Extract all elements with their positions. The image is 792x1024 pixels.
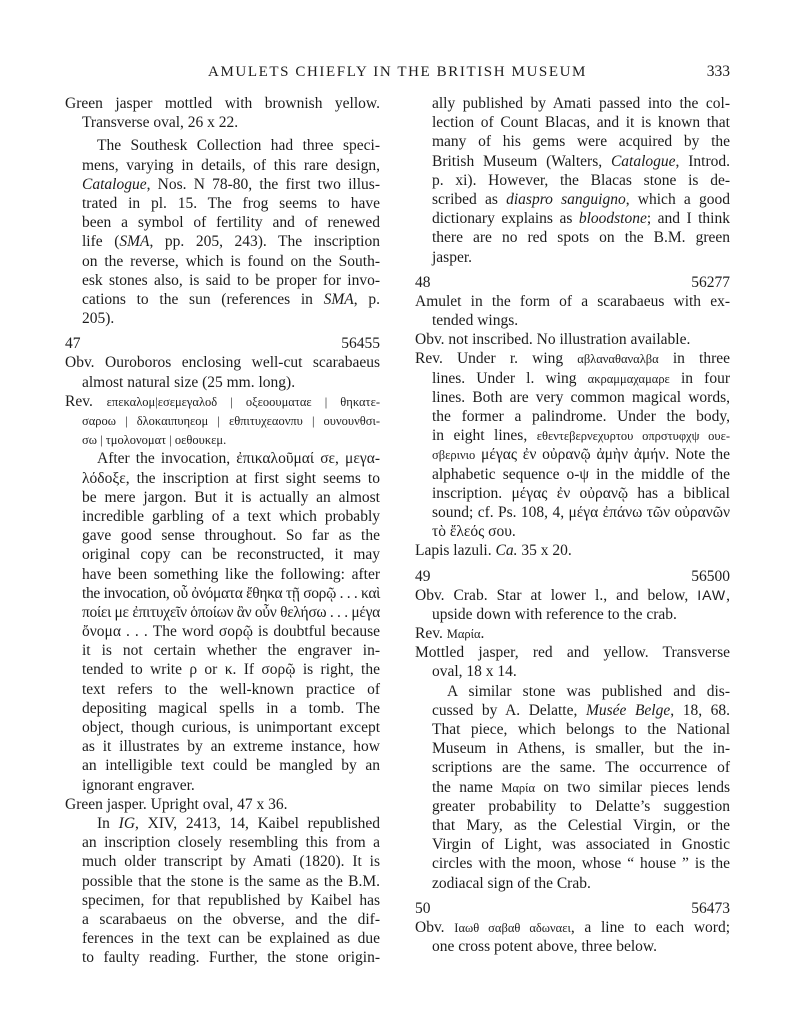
text-run: greater probability to Delatte’s suggestion xyxy=(432,797,730,815)
text-run: text refers to the well-known practice of xyxy=(82,680,380,698)
text-run: the name xyxy=(432,778,502,796)
entry-number: 50 xyxy=(415,899,431,917)
museum-number: 56500 xyxy=(691,567,730,585)
text-run: ally published by Amati passed into the col- xyxy=(432,95,730,112)
text-run: British Museum (Walters, xyxy=(432,152,611,170)
text-run: one cross potent above, three below. xyxy=(432,938,657,956)
paragraph xyxy=(415,682,730,893)
text-line xyxy=(97,136,380,155)
text-line xyxy=(415,624,730,643)
text-run: original copy can be reconstructed, it may xyxy=(82,546,380,564)
text-line xyxy=(432,445,730,464)
text-run: on two similar pieces lends xyxy=(535,778,730,796)
text-run: 205). xyxy=(82,310,115,328)
text-line xyxy=(82,872,380,891)
text-run: That piece, which belongs to the National xyxy=(432,721,730,738)
text-line xyxy=(82,737,380,756)
text-line xyxy=(82,175,380,194)
text-run: object, though curious, is unimportant except xyxy=(82,719,380,736)
text-line xyxy=(82,776,380,795)
paragraph xyxy=(65,814,380,968)
text-run: an inscription closely resembling this from a xyxy=(82,834,380,852)
text-run: ; and I think xyxy=(646,210,730,228)
running-head xyxy=(65,62,730,82)
text-run: that Mary, as the Celestial Virgin, or the xyxy=(432,816,730,834)
text-run: possible that the stone is the same as the B.M. xyxy=(82,872,380,890)
text-run: , Introd. xyxy=(675,152,730,170)
text-line xyxy=(432,248,730,267)
text-run: on the reverse, which is found on the South- xyxy=(82,252,380,270)
text-run: Museum in Athens, is smaller, but the in- xyxy=(432,740,730,758)
text-line xyxy=(65,392,380,411)
text-line xyxy=(82,641,380,660)
line-content xyxy=(415,587,730,604)
text-line xyxy=(432,854,730,873)
text-run: scribed as xyxy=(432,190,507,208)
text-line xyxy=(82,910,380,929)
greek-inscription: αβλαναθαναλβα xyxy=(577,352,659,367)
text-run: almost natural size (25 mm. long). xyxy=(82,373,296,391)
italic-text: SMA xyxy=(119,233,150,251)
text-run: τὸ ἔλεός σου. xyxy=(432,523,516,541)
text-line xyxy=(447,682,730,701)
text-line xyxy=(82,756,380,775)
text-line xyxy=(415,349,730,368)
text-line xyxy=(432,132,730,151)
sans-inscription: IAW xyxy=(697,586,727,603)
text-run: In xyxy=(97,814,119,832)
text-line xyxy=(432,605,730,624)
text-line xyxy=(82,430,380,449)
text-run: Obv. not inscribed. No illustration available. xyxy=(415,331,691,349)
text-run: circles with the moon, whose “ house ” is the xyxy=(432,855,730,873)
line-content xyxy=(415,542,572,559)
greek-inscription: εθεντεβερνεχυρτου οπρστυφχψ ουε- xyxy=(536,429,731,444)
text-run: esk stones also, is said to be proper for invo- xyxy=(82,271,380,289)
text-run: the invocation, οὗ ὀνόματα ἔθηκα τῇ σορῷ . . . καὶ xyxy=(82,584,380,602)
italic-text: SMA xyxy=(323,290,354,308)
text-run: , Nos. N 78-80, the first two illus- xyxy=(146,175,380,193)
text-line xyxy=(82,929,380,948)
line-content xyxy=(432,702,730,719)
text-run: cations to the sun (references in xyxy=(82,290,324,308)
text-run: Rev. xyxy=(65,392,107,410)
text-run: alphabetic sequence ο-ψ in the middle of the xyxy=(432,465,730,483)
paragraph xyxy=(65,136,380,328)
text-run: ποίει με ἐπιτυχεῖν ὁποίων ἂν οὖν θελήσω . . . μέγα xyxy=(82,603,380,621)
line-content xyxy=(432,210,730,227)
line-content xyxy=(82,431,226,448)
right-column xyxy=(415,94,730,956)
text-line xyxy=(82,948,380,967)
text-run: gave good sense throughout. So far as the xyxy=(82,527,380,545)
text-line xyxy=(82,113,380,132)
text-line xyxy=(432,113,730,132)
text-line xyxy=(432,522,730,541)
text-line xyxy=(432,835,730,854)
catalogue-item xyxy=(415,643,730,681)
entry-header xyxy=(415,273,730,292)
text-line xyxy=(82,852,380,871)
greek-inscription: Μαρία xyxy=(446,627,481,642)
greek-inscription: Μαρία xyxy=(501,780,536,795)
text-line xyxy=(432,484,730,503)
text-run: specimen, for that republished by Kaibel has xyxy=(82,891,380,909)
text-line xyxy=(82,252,380,271)
text-run: 35 x 20. xyxy=(517,542,572,560)
text-run: trated in pl. 15. The frog seems to have xyxy=(82,194,380,212)
text-line xyxy=(82,660,380,679)
text-line xyxy=(432,816,730,835)
text-line xyxy=(432,739,730,758)
text-line xyxy=(82,891,380,910)
line-content xyxy=(65,393,380,410)
text-run: , a line to each word; xyxy=(570,918,731,936)
text-run: , pp. 205, 243). The inscription xyxy=(149,233,380,251)
text-run: life ( xyxy=(82,233,120,251)
line-content xyxy=(415,625,484,642)
text-line xyxy=(82,309,380,328)
text-run: Lapis lazuli. xyxy=(415,542,496,560)
text-run: ferences in the text can be explained as due xyxy=(82,930,380,948)
italic-text: Musée Belge xyxy=(585,701,671,719)
catalogue-item xyxy=(415,918,730,956)
text-line xyxy=(82,507,380,526)
entry-header xyxy=(415,899,730,918)
entry-number: 47 xyxy=(65,335,81,353)
text-run: μέγας ἐν οὐρανῷ ἀμὴν ἀμήν. Note the xyxy=(475,446,730,464)
line-content xyxy=(432,427,730,444)
text-line xyxy=(415,643,730,662)
catalogue-item xyxy=(65,353,380,391)
text-run: lines. Both are very common magical words, xyxy=(432,388,730,406)
text-line xyxy=(432,388,730,407)
text-line xyxy=(97,814,380,833)
line-content xyxy=(82,412,380,429)
catalogue-item xyxy=(415,292,730,330)
text-line xyxy=(432,937,730,956)
running-title: AMULETS CHIEFLY IN THE BRITISH MUSEUM xyxy=(208,64,587,80)
text-line xyxy=(432,778,730,797)
text-run: Rev. Under r. wing xyxy=(415,350,578,368)
line-content xyxy=(82,176,380,193)
text-run: After the invocation, ἐπικαλοῦμαί σε, μεγα- xyxy=(97,450,380,468)
text-run: mens, varying in details, of this rare design, xyxy=(82,156,380,174)
text-run: Obv. Ouroboros enclosing well-cut scarabaeus xyxy=(65,354,380,372)
text-run: Green jasper. Upright oval, 47 x 36. xyxy=(65,795,288,813)
text-run: in three xyxy=(658,350,730,368)
text-run: , xyxy=(726,586,730,604)
text-line xyxy=(432,720,730,739)
greek-inscription: Ιαωθ σαβαθ αδωναει xyxy=(454,920,571,935)
greek-inscription: ακραμμαχαμαρε xyxy=(587,371,670,386)
text-run: inscription. μέγας ἐν οὐρανῷ has a biblical xyxy=(432,484,730,502)
text-run: an intelligible text could be mangled by an xyxy=(82,757,380,775)
text-line xyxy=(82,469,380,488)
text-line xyxy=(97,449,380,468)
line-content xyxy=(415,350,730,367)
text-run: Obv. Crab. Star at lower l., and below, xyxy=(415,586,698,604)
text-run: depositing magical spells in a tomb. The xyxy=(82,699,380,717)
text-line xyxy=(82,488,380,507)
catalogue-item xyxy=(415,624,730,643)
text-run: , p. xyxy=(353,290,381,308)
italic-text: Catalogue xyxy=(82,175,147,193)
text-line xyxy=(432,874,730,893)
text-line xyxy=(432,171,730,190)
text-run: , XIV, 2413, 14, Kaibel republished xyxy=(135,814,380,832)
text-run: a scarabaeus on the obverse, and the dif- xyxy=(82,910,380,928)
line-content xyxy=(82,233,380,250)
text-line xyxy=(415,292,730,311)
text-run: tended wings. xyxy=(432,312,519,330)
text-run: scriptions are the same. The occurrence of xyxy=(432,759,730,777)
text-line xyxy=(82,156,380,175)
text-line xyxy=(82,680,380,699)
line-content xyxy=(97,815,380,832)
text-line xyxy=(432,228,730,247)
line-content xyxy=(82,291,380,308)
text-line xyxy=(82,545,380,564)
text-line xyxy=(82,603,380,622)
museum-number: 56455 xyxy=(341,335,380,353)
museum-number: 56473 xyxy=(691,899,730,917)
text-line xyxy=(415,918,730,937)
italic-text: diaspro sanguigno xyxy=(506,190,626,208)
text-run: p. xi). However, the Blacas stone is de- xyxy=(432,171,730,189)
text-line xyxy=(432,662,730,681)
text-run: lines. Under l. wing xyxy=(432,369,588,387)
text-run: dictionary explains as xyxy=(432,210,579,228)
text-run: incredible garbling of a text which probably xyxy=(82,507,380,525)
text-run: Virgin of Light, was associated in Gnostic xyxy=(432,836,730,854)
text-line xyxy=(82,526,380,545)
catalogue-item xyxy=(415,330,730,349)
text-line xyxy=(415,541,730,560)
greek-inscription: επεκαλομ|εσεμεγαλοδ | οξεοουματαε | θηκατε- xyxy=(106,394,380,409)
italic-text: Ca. xyxy=(495,542,518,560)
catalogue-item xyxy=(415,586,730,624)
text-run: oval, 18 x 14. xyxy=(432,663,517,681)
text-line xyxy=(432,701,730,720)
text-run: cussed by A. Delatte, xyxy=(432,701,586,719)
text-run: Transverse oval, 26 x 22. xyxy=(82,114,239,132)
text-run: ignorant engraver. xyxy=(82,776,195,794)
text-run: it is not certain whether the engraver in- xyxy=(82,642,380,660)
greek-inscription: σω | τμολονοματ | οεθουκεμ. xyxy=(82,433,227,448)
text-run: Green jasper mottled with brownish yellow. xyxy=(65,95,380,112)
text-run: jasper. xyxy=(432,248,473,266)
greek-inscription: σβερινιο xyxy=(432,448,476,463)
text-line xyxy=(432,94,730,113)
text-run: in four xyxy=(669,369,730,387)
line-content xyxy=(415,919,730,936)
text-run: λόδοξε, the inscription at first sight seems to xyxy=(82,469,380,487)
text-line xyxy=(415,586,730,605)
text-run: The Southesk Collection had three speci- xyxy=(97,137,380,155)
text-line xyxy=(432,369,730,388)
text-run: to faulty reading. Further, the stone origin- xyxy=(82,949,380,967)
catalogue-item xyxy=(65,392,380,450)
text-line xyxy=(432,426,730,445)
text-line xyxy=(82,411,380,430)
text-line xyxy=(432,209,730,228)
line-content xyxy=(432,191,730,208)
text-run: upside down with reference to the crab. xyxy=(432,605,677,623)
text-line xyxy=(65,353,380,372)
text-run: sound; cf. Ps. 108, 4, μέγα ἐπάνω τῶν οὐρανῶν xyxy=(432,503,730,521)
text-line xyxy=(65,795,380,814)
text-line xyxy=(432,758,730,777)
text-run: as it illustrates by an extreme instance, how xyxy=(82,738,380,756)
text-line xyxy=(415,330,730,349)
text-line xyxy=(82,194,380,213)
entry-number: 49 xyxy=(415,567,431,585)
text-run: , 18, 68. xyxy=(670,701,731,719)
text-line xyxy=(82,213,380,232)
text-line xyxy=(82,622,380,641)
text-run: there are no red spots on the B.M. green xyxy=(432,229,730,247)
text-run: A similar stone was published and dis- xyxy=(447,682,730,700)
text-line xyxy=(432,503,730,522)
text-run: the former a palindrome. Under the body, xyxy=(432,408,730,425)
entry-header xyxy=(65,334,380,353)
text-line xyxy=(432,311,730,330)
text-run: Amulet in the form of a scarabaeus with ex- xyxy=(415,292,730,310)
italic-text: IG xyxy=(118,814,136,832)
entry-number: 48 xyxy=(415,273,431,291)
text-line xyxy=(82,584,380,603)
line-content xyxy=(432,153,730,170)
catalogue-item xyxy=(65,795,380,814)
text-line xyxy=(82,833,380,852)
text-run: Obv. xyxy=(415,918,455,936)
catalogue-item xyxy=(65,94,380,132)
text-line xyxy=(82,565,380,584)
text-run: be mere jargon. But it is actually an almost xyxy=(82,488,380,506)
text-run: tended to write ρ or κ. If σορῷ is right, the xyxy=(82,661,380,679)
text-run: , which a good xyxy=(625,190,731,208)
text-run: . xyxy=(480,625,485,643)
text-line xyxy=(432,797,730,816)
paragraph xyxy=(415,94,730,267)
text-run: zodiacal sign of the Crab. xyxy=(432,874,591,892)
text-line xyxy=(432,407,730,426)
text-run: been a symbol of fertility and of renewed xyxy=(82,214,380,232)
page-number: 333 xyxy=(706,63,730,80)
catalogue-item xyxy=(415,541,730,560)
paragraph xyxy=(65,449,380,794)
text-line xyxy=(82,373,380,392)
text-run: many of his gems were acquired by the xyxy=(432,133,730,151)
text-run: have been something like the following: after xyxy=(82,565,380,583)
text-run: lection of Count Blacas, and it is known that xyxy=(432,114,730,132)
left-column xyxy=(65,94,380,967)
entry-header xyxy=(415,567,730,586)
line-content xyxy=(432,370,730,387)
text-line xyxy=(82,718,380,737)
text-line xyxy=(432,465,730,484)
text-run: in eight lines, xyxy=(432,427,537,445)
line-content xyxy=(432,779,730,796)
text-run: ὄνομα . . . The word σορῷ is doubtful because xyxy=(82,623,380,641)
line-content xyxy=(432,446,730,463)
text-line xyxy=(432,152,730,171)
text-line xyxy=(65,94,380,113)
text-run: Mottled jasper, red and yellow. Transverse xyxy=(415,644,730,662)
italic-text: bloodstone xyxy=(578,210,647,228)
text-run: Rev. xyxy=(415,625,447,643)
text-line xyxy=(82,271,380,290)
greek-inscription: σαροω | δλοκαιπυηεομ | εθπιτυχεαονπυ | ουνουνθσι- xyxy=(82,414,380,428)
italic-text: Catalogue xyxy=(610,152,676,170)
catalogue-item xyxy=(415,349,730,541)
text-line xyxy=(82,699,380,718)
text-line xyxy=(82,290,380,309)
text-run: much older transcript by Amati (1820). It is xyxy=(82,853,380,871)
text-line xyxy=(82,232,380,251)
museum-number: 56277 xyxy=(691,273,730,291)
text-line xyxy=(432,190,730,209)
